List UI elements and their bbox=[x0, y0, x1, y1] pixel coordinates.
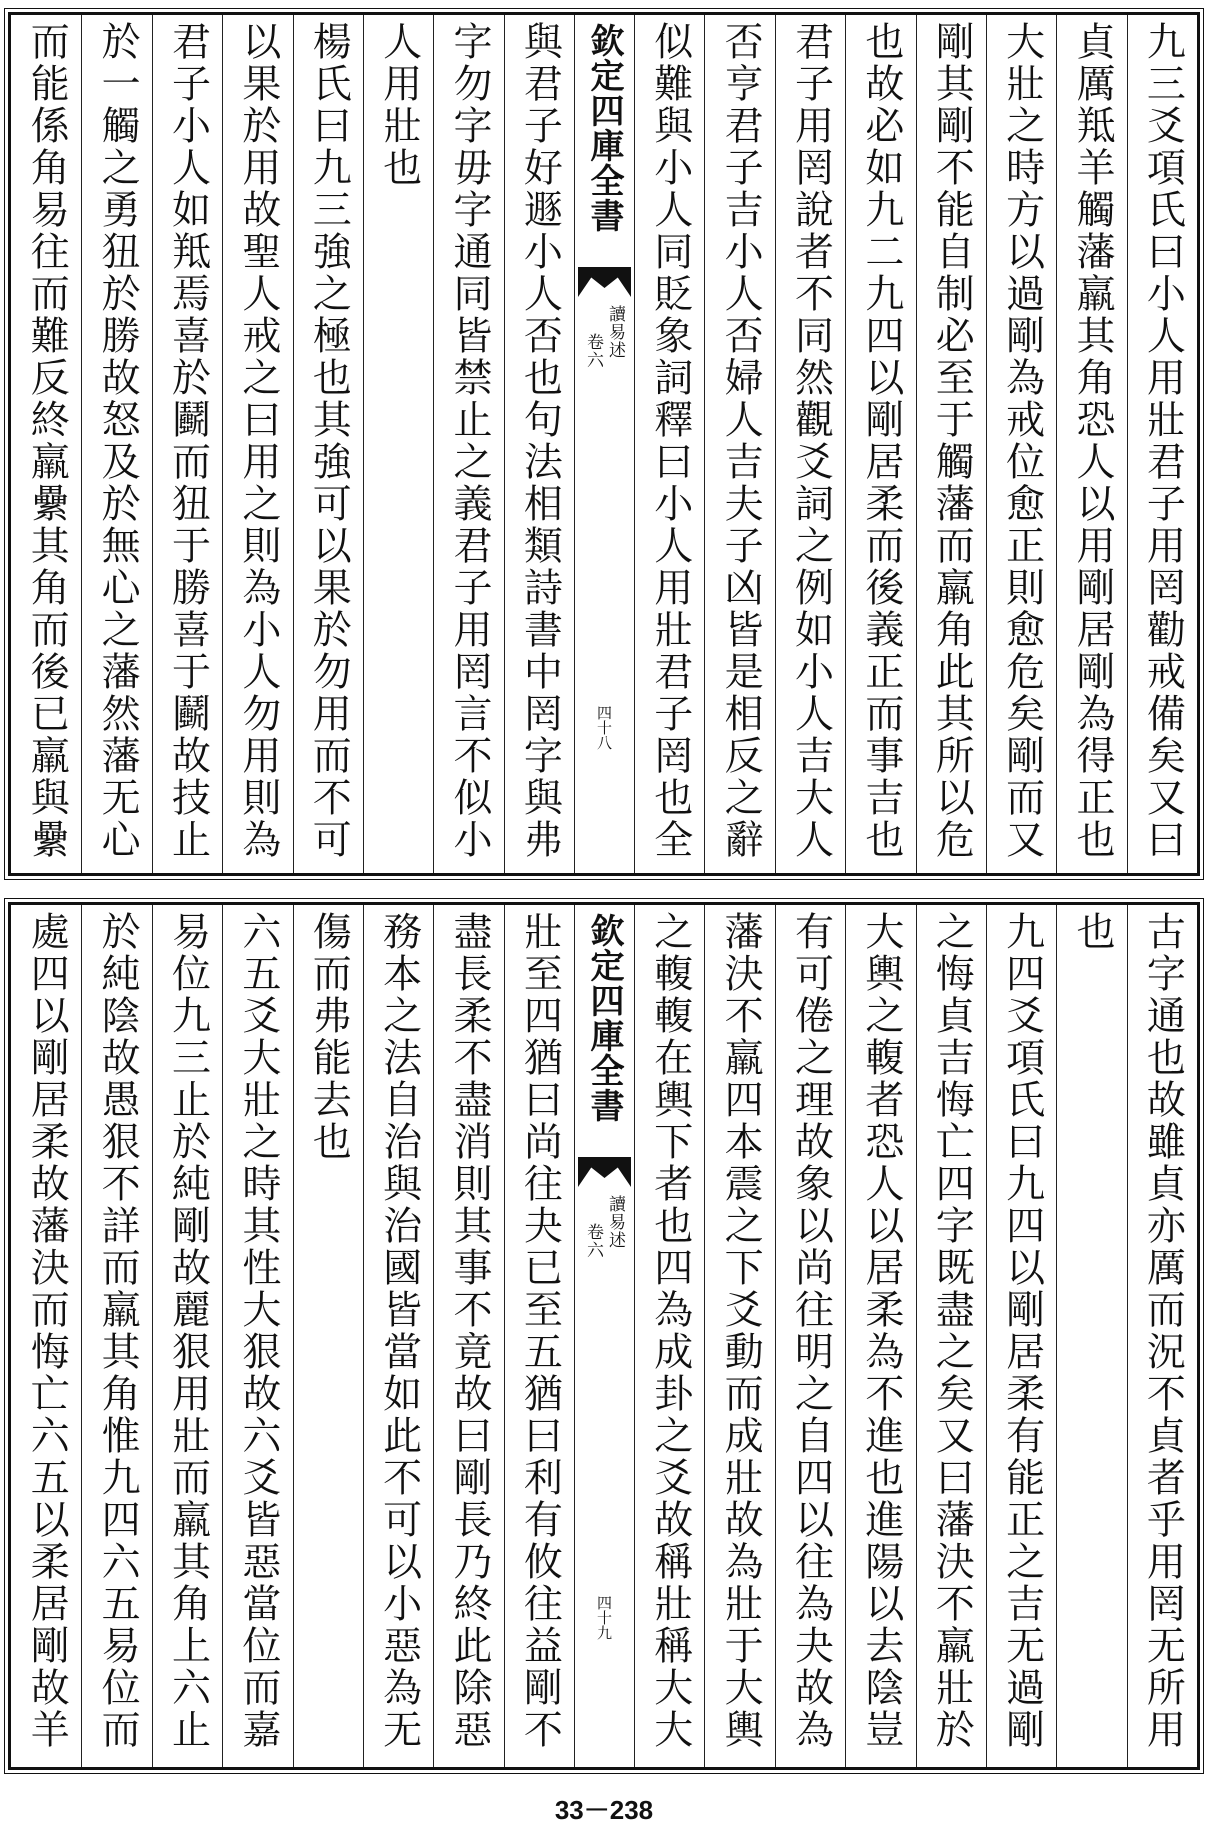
column-text: 人用壯也 bbox=[376, 21, 422, 189]
bottom-page-columns bbox=[11, 905, 1197, 1767]
column-text: 壯至四猶曰尚往夬已至五猶曰利有攸往益剛不 bbox=[517, 911, 563, 1751]
text-column bbox=[1127, 15, 1197, 873]
column-text: 楊氏曰九三強之極也其強可以果於勿用而不可 bbox=[306, 21, 352, 861]
column-text: 貞厲羝羊觸藩羸其角恐人以用剛居剛為得正也 bbox=[1069, 21, 1115, 861]
text-column bbox=[504, 905, 574, 1767]
column-text: 有可倦之理故象以尚往明之自四以往為夬故為 bbox=[788, 911, 834, 1751]
column-text: 古字通也故雖貞亦厲而況不貞者乎用罔无所用 bbox=[1140, 911, 1186, 1751]
text-column bbox=[916, 15, 986, 873]
column-text: 易位九三止於純剛故麗狠用壯而羸其角上六止 bbox=[165, 911, 211, 1751]
column-text: 處四以剛居柔故藩決而悔亡六五以柔居剛故羊 bbox=[24, 911, 70, 1751]
column-text: 而能係角易往而難反終羸纍其角而後已羸與纍 bbox=[24, 21, 70, 861]
fish-tail-mark bbox=[578, 1157, 631, 1187]
column-text: 君子小人如羝焉喜於鬬而狃于勝喜于鬬故技止 bbox=[165, 21, 211, 861]
text-column bbox=[986, 905, 1056, 1767]
column-text: 大壯之時方以過剛為戒位愈正則愈危矣剛而又 bbox=[999, 21, 1045, 861]
text-column bbox=[222, 15, 292, 873]
text-column bbox=[1056, 905, 1126, 1767]
column-text: 九四爻項氏曰九四以剛居柔有能正之吉无過剛 bbox=[999, 911, 1045, 1751]
column-text: 傷而弗能去也 bbox=[306, 911, 352, 1163]
text-column bbox=[81, 905, 151, 1767]
text-column bbox=[433, 15, 503, 873]
column-text: 也 bbox=[1069, 911, 1115, 953]
column-text: 於一觸之勇狃於勝故怒及於無心之藩然藩无心 bbox=[95, 21, 141, 861]
text-column bbox=[986, 15, 1056, 873]
center-margin-column bbox=[574, 905, 634, 1767]
text-column bbox=[81, 15, 151, 873]
text-column bbox=[11, 905, 81, 1767]
text-column bbox=[11, 15, 81, 873]
header-title: 欽定四庫全書 bbox=[584, 913, 624, 1123]
volume-label: 卷六 bbox=[583, 1223, 603, 1259]
text-column bbox=[363, 905, 433, 1767]
text-column bbox=[152, 15, 222, 873]
column-text: 盡長柔不盡消則其事不竟故曰剛長乃終此除惡 bbox=[446, 911, 492, 1751]
text-column bbox=[1127, 905, 1197, 1767]
column-text: 藩決不羸四本震之下爻動而成壯故為壯于大輿 bbox=[718, 911, 764, 1751]
header-title: 欽定四庫全書 bbox=[584, 23, 624, 233]
text-column bbox=[634, 15, 704, 873]
text-column bbox=[845, 15, 915, 873]
center-margin-column bbox=[574, 15, 634, 873]
column-text: 字勿字毋字通同皆禁止之義君子用罔言不似小 bbox=[446, 21, 492, 861]
book-name: 讀易述 bbox=[605, 1195, 625, 1249]
text-column bbox=[433, 905, 503, 1767]
column-text: 否亨君子吉小人否婦人吉夫子凶皆是相反之辭 bbox=[718, 21, 764, 861]
text-column bbox=[222, 905, 292, 1767]
bottom-page-panel bbox=[8, 902, 1200, 1770]
volume-label: 卷六 bbox=[583, 333, 603, 369]
text-column bbox=[845, 905, 915, 1767]
column-text: 也故必如九二九四以剛居柔而後義正而事吉也 bbox=[858, 21, 904, 861]
fish-tail-mark bbox=[578, 267, 631, 297]
text-column bbox=[775, 905, 845, 1767]
column-text: 於純陰故愚狠不詳而羸其角惟九四六五易位而 bbox=[95, 911, 141, 1751]
column-text: 以果於用故聖人戒之曰用之則為小人勿用則為 bbox=[235, 21, 281, 861]
column-text: 六五爻大壯之時其性大狠故六爻皆惡當位而嘉 bbox=[235, 911, 281, 1751]
column-text: 與君子好遯小人否也句法相類詩書中罔字與弗 bbox=[517, 21, 563, 861]
text-column bbox=[152, 905, 222, 1767]
column-text: 之輹輹在輿下者也四為成卦之爻故稱壯稱大大 bbox=[647, 911, 693, 1751]
book-name: 讀易述 bbox=[605, 305, 625, 359]
text-column bbox=[704, 905, 774, 1767]
folio-number: 四十九 bbox=[595, 1595, 613, 1640]
text-column bbox=[775, 15, 845, 873]
text-column bbox=[363, 15, 433, 873]
column-text: 大輿之輹者恐人以居柔為不進也進陽以去陰豈 bbox=[858, 911, 904, 1751]
text-column bbox=[916, 905, 986, 1767]
folio-number: 四十八 bbox=[595, 705, 613, 750]
column-text: 九三爻項氏曰小人用壯君子用罔勸戒備矣又曰 bbox=[1140, 21, 1186, 861]
text-column bbox=[293, 15, 363, 873]
column-text: 之悔貞吉悔亡四字既盡之矣又曰藩決不羸壯於 bbox=[929, 911, 975, 1751]
column-text: 君子用罔說者不同然觀爻詞之例如小人吉大人 bbox=[788, 21, 834, 861]
text-column bbox=[1056, 15, 1126, 873]
column-text: 似難與小人同貶象詞釋曰小人用壯君子罔也全 bbox=[647, 21, 693, 861]
page-number-footer: 33－238 bbox=[554, 1795, 654, 1825]
text-column bbox=[504, 15, 574, 873]
column-text: 務本之法自治與治國皆當如此不可以小惡為无 bbox=[376, 911, 422, 1751]
text-column bbox=[634, 905, 704, 1767]
column-text: 剛其剛不能自制必至于觸藩而羸角此其所以危 bbox=[929, 21, 975, 861]
text-column bbox=[293, 905, 363, 1767]
top-page-panel bbox=[8, 12, 1200, 876]
text-column bbox=[704, 15, 774, 873]
top-page-columns bbox=[11, 15, 1197, 873]
